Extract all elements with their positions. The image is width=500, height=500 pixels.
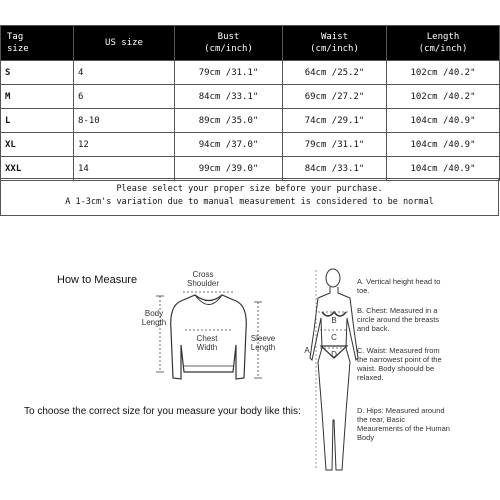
bust-cell: 99cm /39.0" xyxy=(175,157,283,181)
header-waist: Waist (cm/inch) xyxy=(283,26,387,61)
bust-cell: 89cm /35.0" xyxy=(175,109,283,133)
letter-d: D xyxy=(331,350,337,359)
note-line-2: A 1-3cm's variation due to manual measurement is considered to be normal xyxy=(65,197,434,207)
sleeve-length-label: Sleeve Length xyxy=(250,334,276,352)
waist-cell: 69cm /27.2" xyxy=(283,85,387,109)
tag-size-cell: S xyxy=(1,61,74,85)
bust-cell: 84cm /33.1" xyxy=(175,85,283,109)
us-size-cell: 12 xyxy=(74,133,175,157)
header-us-size: US size xyxy=(74,26,175,61)
waist-cell: 79cm /31.1" xyxy=(283,133,387,157)
description-a: A. Vertical height head to toe. xyxy=(357,277,441,295)
body-length-label: Body Length xyxy=(141,309,167,327)
length-cell: 104cm /40.9" xyxy=(387,157,500,181)
tag-size-cell: L xyxy=(1,109,74,133)
chest-width-label: Chest Width xyxy=(196,334,218,352)
length-cell: 104cm /40.9" xyxy=(387,109,500,133)
us-size-cell: 4 xyxy=(74,61,175,85)
waist-cell: 64cm /25.2" xyxy=(283,61,387,85)
choose-size-instruction: To choose the correct size for you measure your body like this: xyxy=(24,406,301,417)
bust-cell: 79cm /31.1" xyxy=(175,61,283,85)
length-cell: 104cm /40.9" xyxy=(387,133,500,157)
header-length: Length (cm/inch) xyxy=(387,26,500,61)
waist-cell: 84cm /33.1" xyxy=(283,157,387,181)
note-line-1: Please select your proper size before your purchase. xyxy=(116,184,383,194)
letter-a: A xyxy=(304,346,310,355)
how-to-measure-title: How to Measure xyxy=(57,274,138,286)
tag-size-cell: M xyxy=(1,85,74,109)
waist-cell: 74cm /29.1" xyxy=(283,109,387,133)
header-bust: Bust (cm/inch) xyxy=(175,26,283,61)
length-cell: 102cm /40.2" xyxy=(387,61,500,85)
header-tag-size: Tag size xyxy=(1,26,74,61)
us-size-cell: 6 xyxy=(74,85,175,109)
letter-c: C xyxy=(331,333,337,342)
us-size-cell: 8-10 xyxy=(74,109,175,133)
description-b: B. Chest: Measured in a circle around the breasts and back. xyxy=(357,306,440,333)
cross-shoulder-label: Cross Shoulder xyxy=(186,270,220,288)
bust-cell: 94cm /37.0" xyxy=(175,133,283,157)
description-c: C. Waist: Measured from the narrowest point of the waist. Body shoould be relaxed. xyxy=(357,346,442,382)
description-d: D. Hips: Measured around the rear, Basic Meaurements of the Human Body xyxy=(357,406,450,442)
letter-b: B xyxy=(331,316,337,325)
us-size-cell: 14 xyxy=(74,157,175,181)
tag-size-cell: XL xyxy=(1,133,74,157)
tag-size-cell: XXL xyxy=(1,157,74,181)
length-cell: 102cm /40.2" xyxy=(387,85,500,109)
